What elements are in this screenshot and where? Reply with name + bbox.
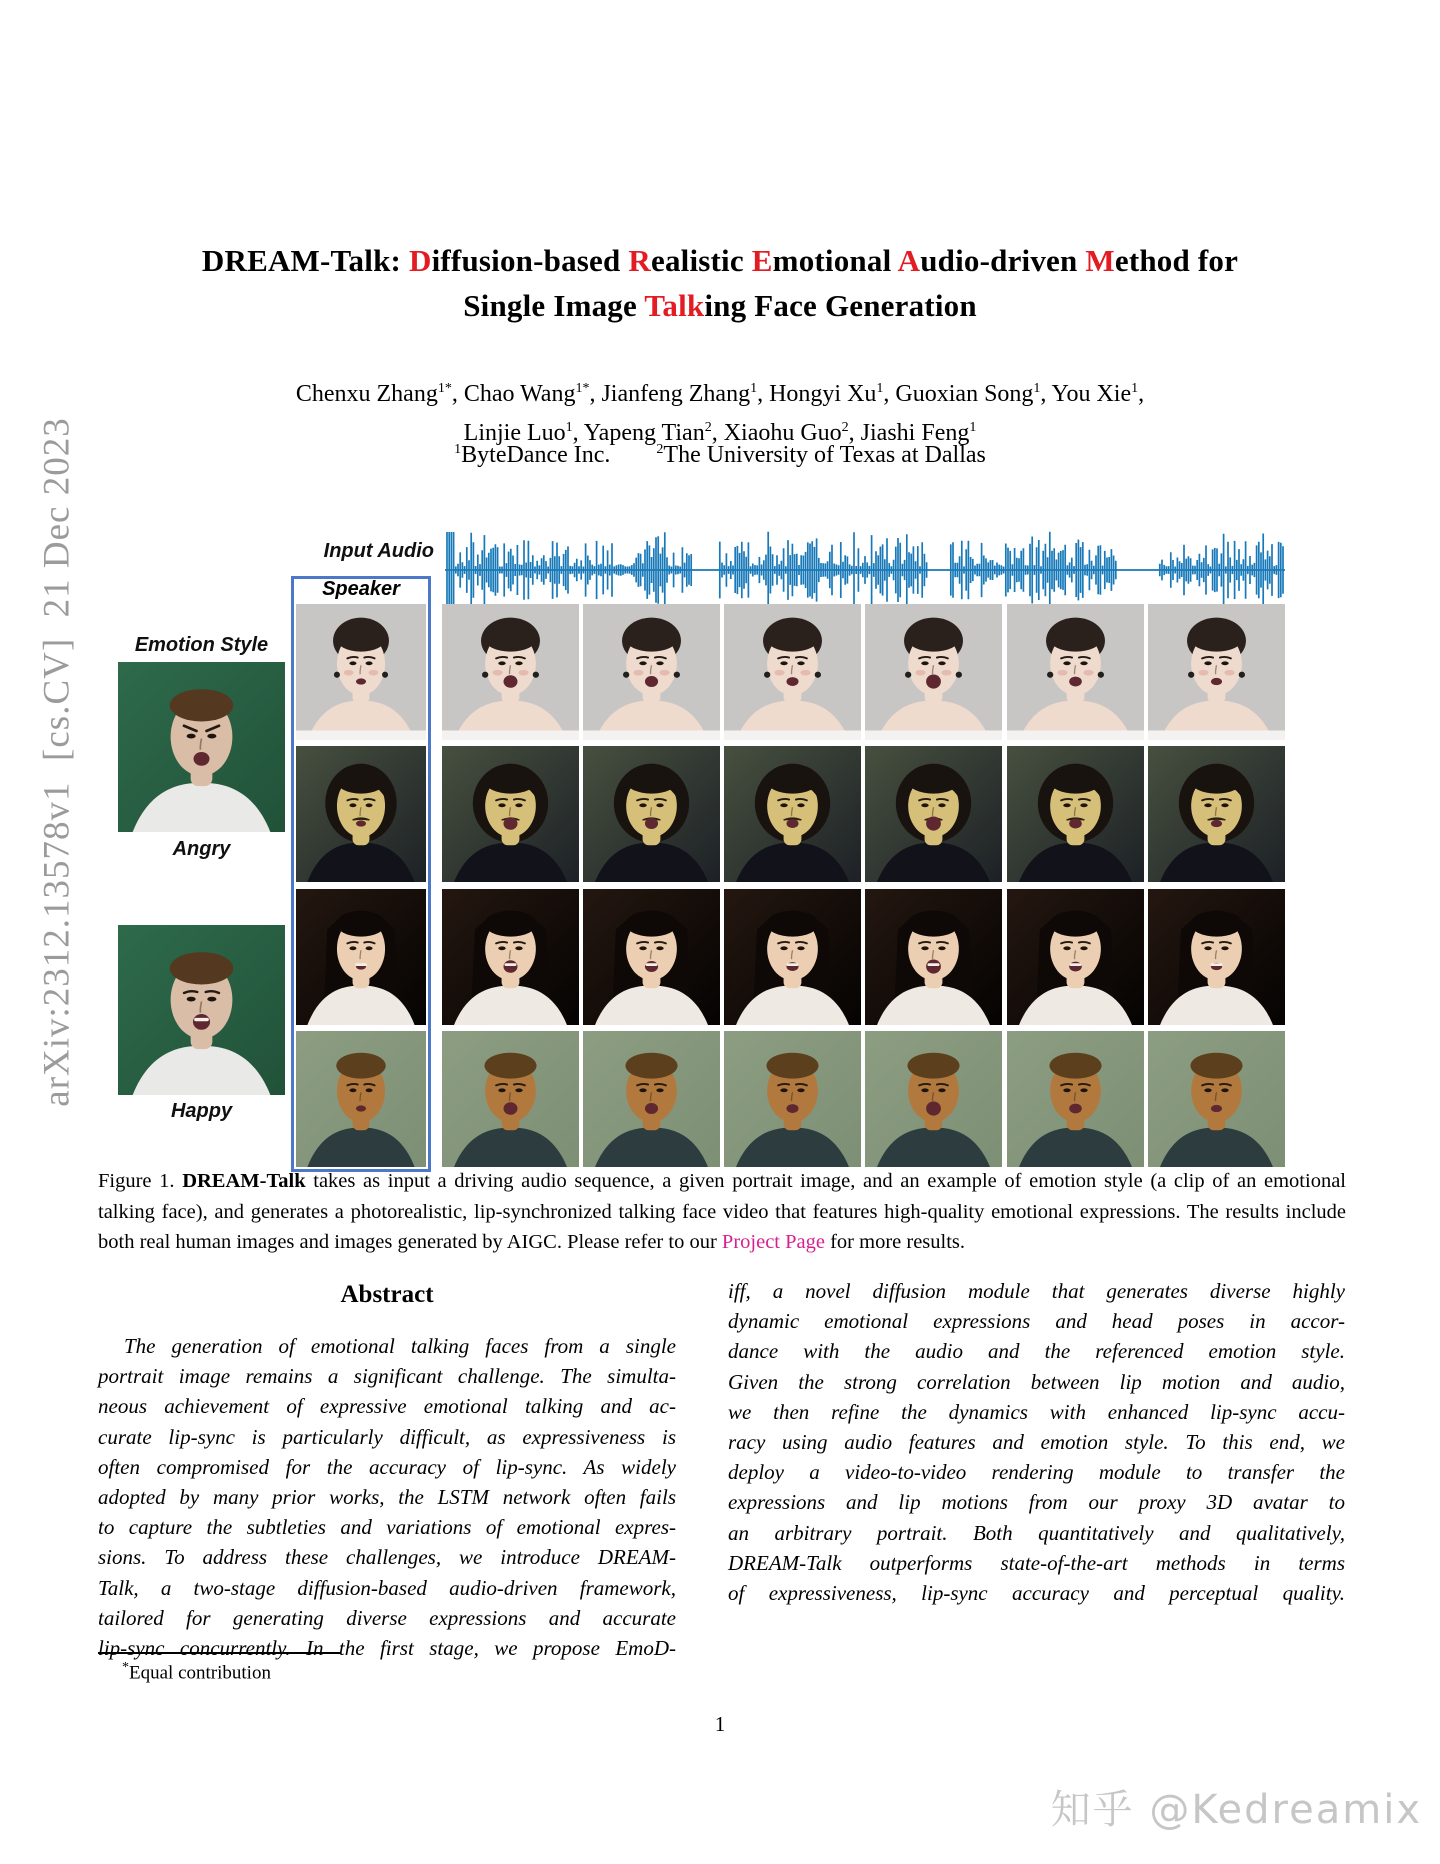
author-line-1: Chenxu Zhang$^{1*}$, Chao Wang$^{1*}$, Jianfeng Zhang$^1$, Hongyi Xu$^1$, Guoxian Song$^1$, You Xie$^1$, <box>295 381 1145 407</box>
caption-method-name: DREAM-Talk <box>182 1170 306 1192</box>
generated-frame-tan-man-col4 <box>724 1031 861 1167</box>
happy-clip-label: Happy <box>170 1100 233 1122</box>
generated-frame-classic-portrait-man-col6 <box>1007 746 1144 882</box>
title-accent-letter: Talk <box>644 288 705 323</box>
generated-frame-stylized-pale-woman-col4 <box>724 604 861 740</box>
input-audio-label: Input Audio <box>323 540 434 562</box>
generated-frame-stylized-pale-woman-col2 <box>442 604 579 740</box>
affiliations <box>0 442 1440 469</box>
abstract-line: Talk, a two-stage diffusion-based audio-driven framework, <box>98 1575 676 1600</box>
abstract-line: often compromised for the accuracy of lip-sync. As widely <box>98 1454 676 1479</box>
title-accent-letter: D <box>409 243 432 278</box>
page-number: 1 <box>714 1712 726 1736</box>
happy-style-frame <box>118 925 285 1095</box>
author-name: Jianfeng Zhang$^1$ <box>601 381 758 407</box>
abstract-line: dance with the audio and the referenced emotion style. <box>728 1339 1345 1364</box>
author-name: Chao Wang$^{1*}$ <box>463 381 590 407</box>
author-name: You Xie$^1$ <box>1051 381 1139 407</box>
abstract-line: iff, a novel diffusion module that generates diverse highly <box>728 1279 1345 1303</box>
affiliation: $^2$The University of Texas at Dallas <box>656 442 986 468</box>
abstract-line: neous achievement of expressive emotional talking and ac- <box>98 1394 676 1419</box>
angry-clip-label: Angry <box>172 838 231 860</box>
author-name: Yapeng Tian$^2$ <box>583 420 712 446</box>
generated-frame-stylized-pale-woman-col1 <box>296 604 426 740</box>
equal-contribution-footnote: *Equal contribution <box>122 1660 271 1684</box>
generated-frame-classic-portrait-man-col1 <box>296 746 426 882</box>
abstract-line: curate lip-sync is particularly difficult, as expressiveness is <box>98 1424 676 1449</box>
title-accent-letter: A <box>897 243 921 278</box>
abstract-line: adopted by many prior works, the LSTM network often fails <box>98 1485 676 1510</box>
speaker-label: Speaker <box>322 578 400 600</box>
abstract-line: Given the strong correlation between lip motion and audio, <box>728 1369 1345 1394</box>
generated-frame-asian-woman-col7 <box>1148 889 1285 1025</box>
abstract-heading: Abstract <box>340 1281 434 1308</box>
generated-frame-stylized-pale-woman-col5 <box>865 604 1002 740</box>
abstract-left-column <box>98 1331 676 1663</box>
title-accent-letter: R <box>628 243 651 278</box>
author-name: Xiaohu Guo$^2$ <box>723 420 849 446</box>
abstract-line: expressions and lip motions from our proxy 3D avatar to <box>728 1490 1345 1515</box>
footnote-rule <box>98 1652 341 1654</box>
generated-frame-classic-portrait-man-col2 <box>442 746 579 882</box>
abstract-line: to capture the subtleties and variations of emotional expres- <box>98 1515 676 1540</box>
generated-frame-stylized-pale-woman-col3 <box>583 604 720 740</box>
arxiv-sidebar-text: arXiv:2312.13578v1 [cs.CV] 21 Dec 2023 <box>36 417 78 1107</box>
title-accent-letter: E <box>751 243 773 278</box>
generated-frame-tan-man-col2 <box>442 1031 579 1167</box>
abstract-line: portrait image remains a significant challenge. The simulta- <box>98 1364 676 1389</box>
affiliation: $^1$ByteDance Inc. <box>454 442 611 468</box>
abstract-line: deploy a video-to-video rendering module to transfer the <box>728 1460 1345 1485</box>
abstract-line: DREAM-Talk outperforms state-of-the-art methods in terms <box>728 1550 1345 1575</box>
title-accent-letter: M <box>1085 243 1115 278</box>
generated-frame-asian-woman-col2 <box>442 889 579 1025</box>
paper-title <box>0 238 1440 328</box>
author-list <box>0 372 1440 450</box>
generated-frame-stylized-pale-woman-col7 <box>1148 604 1285 740</box>
generated-frame-stylized-pale-woman-col6 <box>1007 604 1144 740</box>
author-name: Linjie Luo$^1$ <box>463 420 573 446</box>
generated-frame-tan-man-col5 <box>865 1031 1002 1167</box>
audio-waveform <box>445 528 1285 612</box>
generated-frame-tan-man-col1 <box>296 1031 426 1167</box>
abstract-line: racy using audio features and emotion style. To this end, we <box>728 1430 1345 1455</box>
generated-frame-tan-man-col7 <box>1148 1031 1285 1167</box>
author-name: Hongyi Xu$^1$ <box>769 381 884 407</box>
generated-frame-classic-portrait-man-col3 <box>583 746 720 882</box>
abstract-line: sions. To address these challenges, we introduce DREAM- <box>98 1545 676 1570</box>
author-name: Chenxu Zhang$^{1*}$ <box>295 381 452 407</box>
generated-frame-asian-woman-col3 <box>583 889 720 1025</box>
author-name: Guoxian Song$^1$ <box>895 381 1041 407</box>
paper-title-line2: Single Image Talking Face Generation <box>463 288 977 323</box>
abstract-line: lip-sync concurrently. In the first stage, we propose EmoD- <box>98 1636 676 1661</box>
abstract-line: of expressiveness, lip-sync accuracy and perceptual quality. <box>728 1581 1345 1606</box>
abstract-line: The generation of emotional talking faces from a single <box>124 1334 676 1358</box>
abstract-right-column <box>728 1276 1345 1608</box>
generated-frame-asian-woman-col4 <box>724 889 861 1025</box>
emotion-style-label: Emotion Style <box>134 634 269 656</box>
abstract-line: dynamic emotional expressions and head poses in accor- <box>728 1309 1345 1334</box>
generated-frame-classic-portrait-man-col5 <box>865 746 1002 882</box>
generated-frame-tan-man-col3 <box>583 1031 720 1167</box>
abstract-line: an arbitrary portrait. Both quantitatively and qualitatively, <box>728 1520 1345 1545</box>
generated-frame-asian-woman-col1 <box>296 889 426 1025</box>
generated-frame-tan-man-col6 <box>1007 1031 1144 1167</box>
generated-frame-asian-woman-col5 <box>865 889 1002 1025</box>
figure-caption: Figure 1. DREAM-Talk takes as input a driving audio sequence, a given portrait image, and an example of emotion style (a clip of an emotional talking face), and generates a photorealistic, lip-synchronized talking face video that features high-quality emotional expressions. The results include both real human images and images generated by AIGC. Please refer to our Project Page for more results. <box>98 1170 1346 1253</box>
abstract-line: tailored for generating diverse expressions and accurate <box>98 1605 676 1630</box>
abstract-line: we then refine the dynamics with enhanced lip-sync accu- <box>728 1399 1345 1424</box>
paper-title-line1: DREAM-Talk: Diffusion-based Realistic Emotional Audio-driven Method for <box>201 243 1239 278</box>
author-line-2: Linjie Luo$^1$, Yapeng Tian$^2$, Xiaohu Guo$^2$, Jiashi Feng$^1$ <box>463 420 977 446</box>
angry-style-frame <box>118 662 285 832</box>
project-page-link[interactable]: Project Page <box>721 1231 825 1253</box>
generated-frame-asian-woman-col6 <box>1007 889 1144 1025</box>
generated-frame-classic-portrait-man-col7 <box>1148 746 1285 882</box>
author-name: Jiashi Feng$^1$ <box>860 420 977 446</box>
watermark-text: 知乎 @Kedreamix <box>1050 1787 1422 1833</box>
generated-frame-classic-portrait-man-col4 <box>724 746 861 882</box>
